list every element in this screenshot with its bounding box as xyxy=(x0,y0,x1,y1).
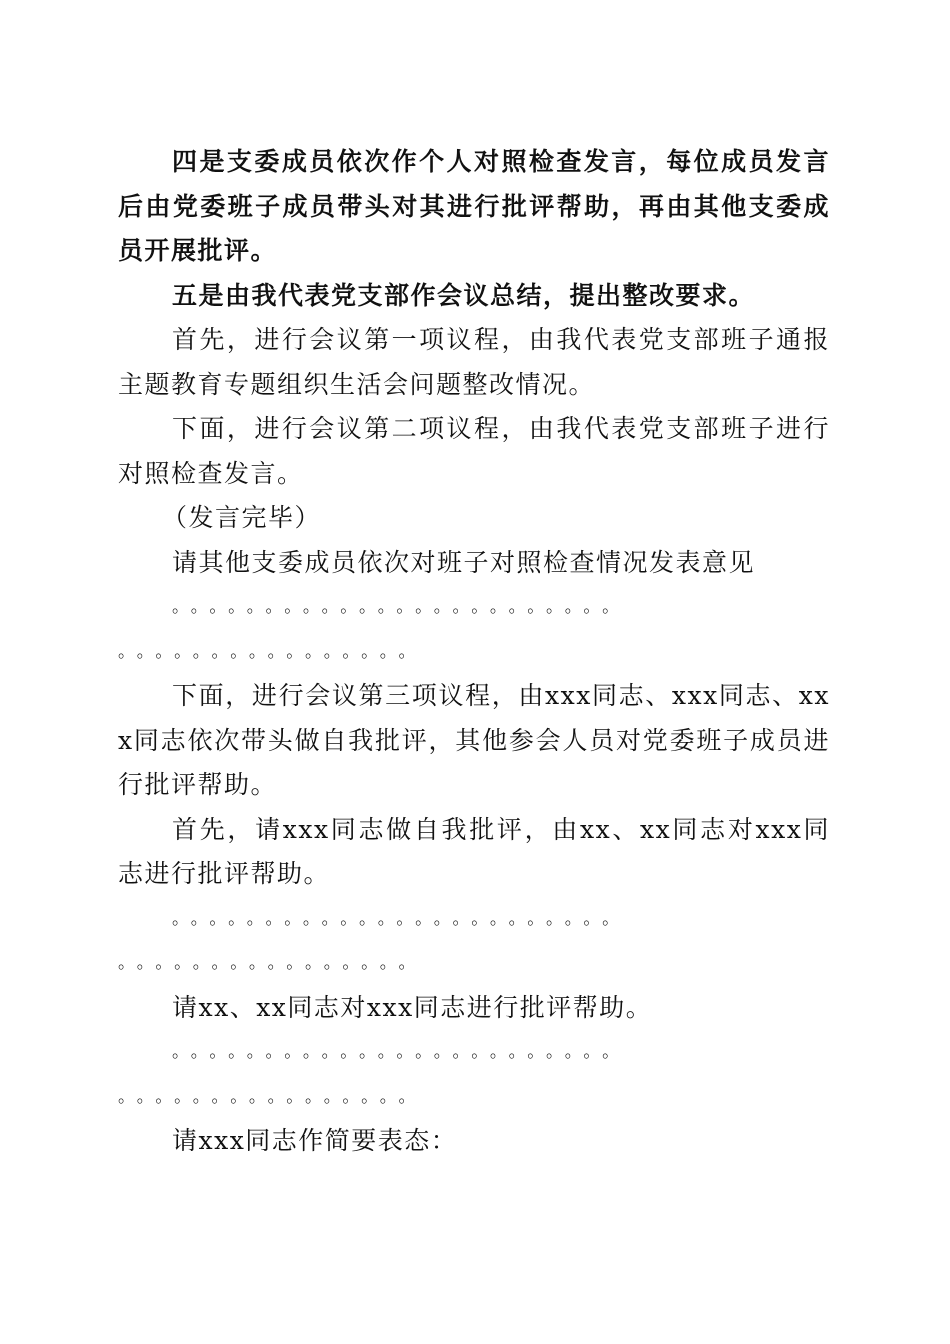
paragraph-criticism-help: 请xx、xx同志对xxx同志进行批评帮助。 xyxy=(172,992,653,1022)
ellipsis-line: 。。。。。。。。。。。。。。。。。。。。。。。。 xyxy=(172,597,630,617)
ellipsis-block-1 xyxy=(118,585,830,674)
ellipsis-line: 。。。。。。。。。。。。。。。。 xyxy=(118,641,426,662)
ellipsis-line: 。。。。。。。。。。。。。。。。 xyxy=(118,953,426,973)
paragraph-speech-done: （发言完毕） xyxy=(162,503,322,532)
paragraph-brief-statement: 请xxx同志作简要表态： xyxy=(172,1126,458,1155)
ellipsis-block-2 xyxy=(118,897,830,986)
ellipsis-line: 。。。。。。。。。。。。。。。。。。。。。。。。 xyxy=(172,908,630,929)
paragraph-invite-comments: 请其他支委成员依次对班子对照检查情况发表意见 xyxy=(172,547,756,577)
ellipsis-line: 。。。。。。。。。。。。。。。。。。。。。。。。 xyxy=(172,1042,630,1062)
paragraph-self-criticism: 首先，请xxx同志做自我批评，由xx、xx同志对xxx同志进行批评帮助。 xyxy=(118,814,830,888)
ellipsis-line: 。。。。。。。。。。。。。。。。 xyxy=(118,1086,426,1107)
paragraph-agenda-3: 下面，进行会议第三项议程，由xxx同志、xxx同志、xxx同志依次带头做自我批评，其他参会人员对党委班子成员进行批评帮助。 xyxy=(118,681,830,799)
paragraph-agenda-2: 下面，进行会议第二项议程，由我代表党支部班子进行对照检查发言。 xyxy=(118,414,830,488)
document-body xyxy=(118,140,830,1164)
ellipsis-block-3 xyxy=(118,1030,830,1119)
paragraph-agenda-1: 首先，进行会议第一项议程，由我代表党支部班子通报主题教育专题组织生活会问题整改情况。 xyxy=(118,325,830,399)
paragraph-item-5: 五是由我代表党支部作会议总结，提出整改要求。 xyxy=(172,280,756,310)
paragraph-item-4: 四是支委成员依次作个人对照检查发言，每位成员发言后由党委班子成员带头对其进行批评帮助，再由其他支委成员开展批评。 xyxy=(118,147,830,265)
